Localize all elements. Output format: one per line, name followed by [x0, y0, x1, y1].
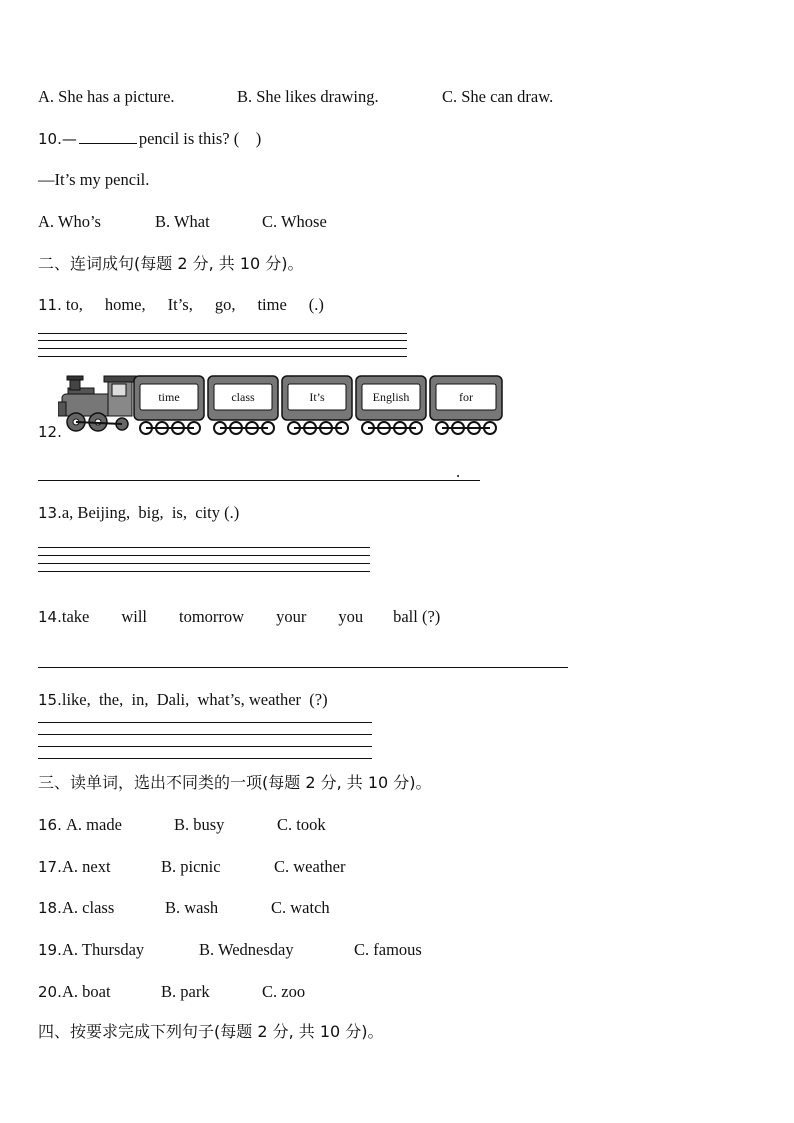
q20-number: 20.	[38, 983, 62, 1001]
q19-option-a: A. Thursday	[62, 940, 145, 959]
section-3-heading: 三、读单词，选出不同类的一项(每题 2 分, 共 10 分)。	[38, 773, 432, 792]
q10-question	[38, 129, 261, 149]
q15-words	[38, 690, 328, 710]
q16-option-c: C. took	[277, 815, 326, 834]
q10-suffix: pencil is this? ( )	[138, 129, 262, 148]
train-car-2	[208, 376, 278, 434]
q14-word: tomorrow	[179, 607, 245, 626]
q12-period: .	[456, 462, 461, 481]
train-car-4	[356, 376, 426, 434]
train-car-3	[282, 376, 352, 434]
q16-option-a: A. made	[66, 815, 122, 834]
q11-word: It’s,	[167, 295, 193, 314]
q19-number: 19.	[38, 941, 62, 959]
q12-answer-line[interactable]	[38, 480, 480, 481]
q14-word: ball (?)	[393, 607, 441, 626]
q11-word: time	[257, 295, 287, 314]
q17-option-c: C. weather	[274, 857, 346, 876]
q20-option-c: C. zoo	[262, 982, 306, 1001]
train-illustration	[58, 372, 506, 438]
q17-option-a: A. next	[62, 857, 111, 876]
q13-words	[38, 503, 239, 523]
q13-text: a, Beijing, big, is, city (.)	[61, 503, 240, 522]
q11-writing-line[interactable]	[38, 340, 407, 341]
q11-writing-line[interactable]	[38, 333, 407, 334]
q9-option-a: A. She has a picture.	[38, 87, 175, 106]
q15-number: 15.	[38, 691, 62, 709]
q15-text: like, the, in, Dali, what’s, weather (?)	[61, 690, 328, 709]
q11-word: home,	[104, 295, 146, 314]
q10-option-b: B. What	[155, 212, 210, 231]
q11-writing-line[interactable]	[38, 356, 407, 357]
q14-number: 14.	[38, 608, 62, 626]
q14-answer-line[interactable]	[38, 667, 568, 668]
q11-writing-line[interactable]	[38, 348, 407, 349]
section-2-heading: 二、连词成句(每题 2 分, 共 10 分)。	[38, 254, 304, 273]
q14-words	[38, 607, 440, 627]
q13-writing-line[interactable]	[38, 571, 370, 572]
q14-word: you	[338, 607, 364, 626]
q18-option-b: B. wash	[165, 898, 219, 917]
q12-number: 12.	[38, 423, 62, 441]
q15-writing-line[interactable]	[38, 758, 372, 759]
q16-option-b: B. busy	[174, 815, 225, 834]
q10-blank[interactable]	[79, 129, 137, 144]
q10-option-a: A. Who’s	[38, 212, 101, 231]
q14-word: will	[121, 607, 148, 626]
q15-writing-line[interactable]	[38, 734, 372, 735]
q20-option-a: A. boat	[62, 982, 111, 1001]
train-car-label: It’s	[309, 390, 325, 404]
q18-option-c: C. watch	[271, 898, 330, 917]
q13-writing-line[interactable]	[38, 547, 370, 548]
q9-option-b: B. She likes drawing.	[237, 87, 379, 106]
q10-prefix: 10.—	[38, 130, 77, 148]
q9-option-c: C. She can draw.	[442, 87, 554, 106]
q11-words	[38, 295, 324, 315]
q10-answer-line: —It’s my pencil.	[38, 170, 150, 189]
q11-word: (.)	[308, 295, 324, 314]
q13-writing-line[interactable]	[38, 563, 370, 564]
train-car-label: English	[372, 390, 410, 404]
q13-number: 13.	[38, 504, 62, 522]
q18-option-a: A. class	[62, 898, 115, 917]
q20-option-b: B. park	[161, 982, 210, 1001]
locomotive-icon	[58, 376, 136, 431]
q11-word: to,	[65, 295, 83, 314]
q14-word: take	[61, 607, 90, 626]
section-4-heading: 四、按要求完成下列句子(每题 2 分, 共 10 分)。	[38, 1022, 384, 1041]
train-car-label: for	[459, 390, 473, 404]
q13-writing-line[interactable]	[38, 555, 370, 556]
q11-number: 11.	[38, 296, 62, 314]
q18-number: 18.	[38, 899, 62, 917]
train-car-5	[430, 376, 502, 434]
q15-writing-line[interactable]	[38, 722, 372, 723]
q10-option-c: C. Whose	[262, 212, 327, 231]
q19-option-b: B. Wednesday	[199, 940, 294, 959]
train-car-label: time	[158, 390, 180, 404]
train-car-label: class	[231, 390, 255, 404]
q19-option-c: C. famous	[354, 940, 422, 959]
train-car-1	[134, 376, 204, 434]
q15-writing-line[interactable]	[38, 746, 372, 747]
q14-word: your	[276, 607, 307, 626]
q17-option-b: B. picnic	[161, 857, 221, 876]
q11-word: go,	[214, 295, 236, 314]
q16-number: 16.	[38, 816, 62, 834]
q17-number: 17.	[38, 858, 62, 876]
